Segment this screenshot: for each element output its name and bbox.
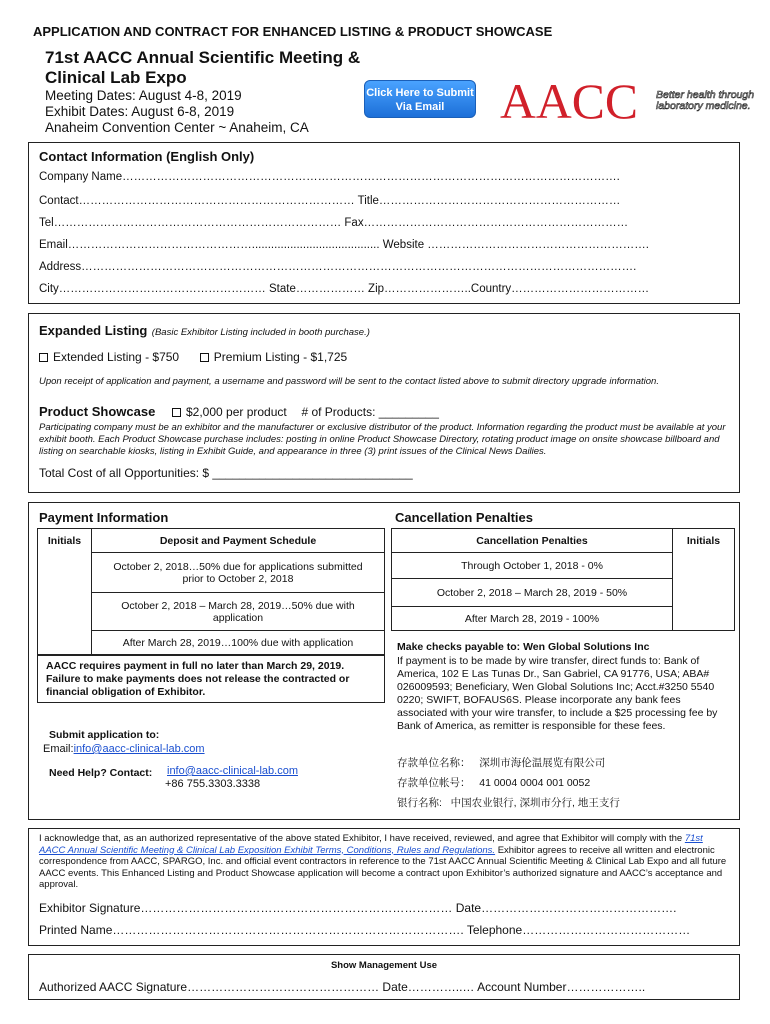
showcase-heading bbox=[39, 404, 439, 419]
city-state-zip-field[interactable]: City……………………………………………… State……………… Zip…………………..Country……………………………… bbox=[39, 283, 650, 295]
listing-options bbox=[39, 350, 347, 364]
cancellation-row: After March 28, 2019 - 100% bbox=[392, 607, 673, 631]
extended-listing-label: Extended Listing - $750 bbox=[53, 350, 180, 364]
total-cost-field[interactable]: Total Cost of all Opportunities: $ ______________________________ bbox=[39, 466, 413, 480]
aacc-tagline: Better health through laboratory medicine. bbox=[656, 89, 755, 112]
checks-label: Make checks payable to: bbox=[397, 641, 521, 653]
listing-section bbox=[28, 313, 740, 493]
event-title: 71st AACC Annual Scientific Meeting & Clinical Lab Expo bbox=[45, 48, 361, 87]
showcase-note: Participating company must be an exhibitor and the manufacturer or exclusive distributor of the product. Information regarding the product must be available at your exhibit booth. Each Product Showcase purchase includes: posting in online Product Showcase Directory, rotating product image on onsite showcase billboard and listing on searchable kiosks, listing in Exhibit Guide, and appearance in three (3) print issues of the Clinical News Dailies. bbox=[39, 422, 726, 457]
help-phone: +86 755.3303.3338 bbox=[165, 778, 261, 790]
contact-section bbox=[28, 142, 740, 304]
email-website-field[interactable]: Email…………………………………………........................................ Website …………………………………………………. bbox=[39, 239, 649, 251]
payment-row: After March 28, 2019…100% due with application bbox=[92, 631, 385, 655]
agreement-section bbox=[28, 828, 740, 946]
showcase-checkbox[interactable] bbox=[172, 408, 181, 417]
help-email-text[interactable]: info@aacc-clinical-lab.com bbox=[167, 765, 298, 777]
extended-listing-checkbox[interactable] bbox=[39, 353, 48, 362]
printed-name-field[interactable]: Printed Name……………………………………………………………………………. Telephone…………………………………… bbox=[39, 923, 691, 937]
management-section bbox=[28, 954, 740, 1000]
exhibit-dates: Exhibit Dates: August 6-8, 2019 bbox=[45, 104, 235, 119]
showcase-title: Product Showcase bbox=[39, 404, 156, 419]
payment-notice: AACC requires payment in full no later than March 29, 2019. Failure to make payments does not release the contracted or financial obligation of Exhibitor. bbox=[37, 655, 385, 703]
cancellation-row: October 2, 2018 – March 28, 2019 - 50% bbox=[392, 579, 673, 607]
help-label: Need Help? Contact: bbox=[49, 767, 153, 779]
submit-email-link[interactable]: info@aacc-clinical-lab.com bbox=[73, 743, 205, 755]
tel-fax-field[interactable]: Tel………………………………………………………………… Fax…………………………………………………………… bbox=[39, 217, 629, 229]
checks-payee: Wen Global Solutions Inc bbox=[523, 641, 650, 653]
management-title: Show Management Use bbox=[330, 960, 438, 971]
expanded-listing-title: Expanded Listing bbox=[39, 323, 148, 338]
contact-title-field[interactable]: Contact……………………………………………………………… Title……………………………………………………… bbox=[39, 195, 621, 207]
checks-payable bbox=[397, 641, 649, 653]
cn-account-name: 存款单位名称： 深圳市海伦温展览有限公司 bbox=[397, 757, 606, 769]
form-top-title: APPLICATION AND CONTRACT FOR ENHANCED LISTING & PRODUCT SHOWCASE bbox=[33, 24, 553, 39]
expanded-listing-heading bbox=[39, 322, 370, 340]
agreement-text bbox=[39, 833, 731, 891]
submit-email-prefix: Email: bbox=[43, 743, 74, 755]
contact-title: Contact Information (English Only) bbox=[39, 149, 255, 164]
cancellation-initials-header: Initials bbox=[673, 529, 735, 631]
aacc-logo-text: AACC bbox=[500, 78, 638, 122]
exhibitor-signature-field[interactable]: Exhibitor Signature…………………………………………………………………… Date…………………………………………. bbox=[39, 901, 677, 915]
showcase-count-field[interactable]: # of Products: _________ bbox=[301, 405, 439, 419]
payment-row: October 2, 2018 – March 28, 2019…50% due with application bbox=[92, 593, 385, 631]
payment-initials-header: Initials bbox=[38, 529, 92, 655]
cancellation-table bbox=[391, 528, 735, 631]
cancellation-header: Cancellation Penalties bbox=[392, 529, 673, 553]
meeting-dates: Meeting Dates: August 4-8, 2019 bbox=[45, 88, 242, 103]
event-details bbox=[45, 88, 309, 136]
wire-instructions: If payment is to be made by wire transfer, direct funds to: Bank of America, 102 E Las Tunas Dr., San Gabriel, CA 91776, USA; ABA# 026009593; Beneficiary, Wen Global Solutions Inc; Acct.#3250 5540 0220; SWIFT, BOFAUS6S. Please incorporate any bank fees associated with your wire transfer, to include a $25 processing fee by Bank of America, as remitter is responsible for these fees. bbox=[397, 655, 718, 732]
premium-listing-checkbox[interactable] bbox=[200, 353, 209, 362]
showcase-price: $2,000 per product bbox=[186, 405, 287, 419]
venue: Anaheim Convention Center ~ Anaheim, CA bbox=[45, 120, 309, 135]
payment-title: Payment Information bbox=[39, 510, 169, 525]
cancellation-title: Cancellation Penalties bbox=[395, 510, 533, 525]
payment-section bbox=[28, 502, 740, 820]
listing-note: Upon receipt of application and payment, a username and password will be sent to the contact listed above to submit directory upgrade information. bbox=[39, 376, 659, 387]
payment-schedule-header: Deposit and Payment Schedule bbox=[92, 529, 385, 553]
aacc-logo bbox=[500, 78, 640, 122]
help-email-link[interactable] bbox=[167, 765, 298, 777]
payment-row: October 2, 2018…50% due for applications submitted prior to October 2, 2018 bbox=[92, 553, 385, 593]
address-field[interactable]: Address………………………………………………………………………………………………………………………………. bbox=[39, 261, 637, 273]
cancellation-row: Through October 1, 2018 - 0% bbox=[392, 553, 673, 579]
submit-label: Submit application to: bbox=[49, 729, 160, 741]
payment-table bbox=[37, 528, 385, 655]
agreement-text-after: Exhibitor agrees to receive all written and electronic correspondence from AACC, SPARGO, Inc. and official event contractors in reference to the 71st AACC Annual Scientific Meeting & Clinical Lab Expo and all future AACC events. This Enhanced Listing and Product Showcase application will become a contract upon Exhibitor’s authorized signature and AACC’s acceptance and approval. bbox=[39, 844, 727, 890]
cn-account-number: 存款单位帐号： 41 0004 0004 001 0052 bbox=[397, 777, 591, 789]
terms-link[interactable]: 71st AACC Annual Scientific Meeting & Clinical Lab Exposition Exhibit Terms, Conditions, Rules and Regulations. bbox=[39, 833, 703, 856]
agreement-text-before: I acknowledge that, as an authorized representative of the above stated Exhibitor, I have received, reviewed, and agree that Exhibitor will comply with the bbox=[39, 833, 685, 844]
submit-email-button[interactable]: Click Here to Submit Via Email bbox=[364, 80, 476, 118]
company-name-field[interactable]: Company Name…………………………………………………………………………………………………………………. bbox=[39, 171, 620, 183]
submit-email-row bbox=[43, 743, 205, 755]
authorized-signature-field[interactable]: Authorized AACC Signature………………………………………… Date…………..… Account Number……………….. bbox=[39, 980, 646, 994]
premium-listing-label: Premium Listing - $1,725 bbox=[213, 350, 348, 364]
cn-bank-name: 银行名称: 中国农业银行, 深圳市分行, 地王支行 bbox=[397, 797, 620, 809]
expanded-listing-subtitle: (Basic Exhibitor Listing included in booth purchase.) bbox=[151, 327, 370, 338]
